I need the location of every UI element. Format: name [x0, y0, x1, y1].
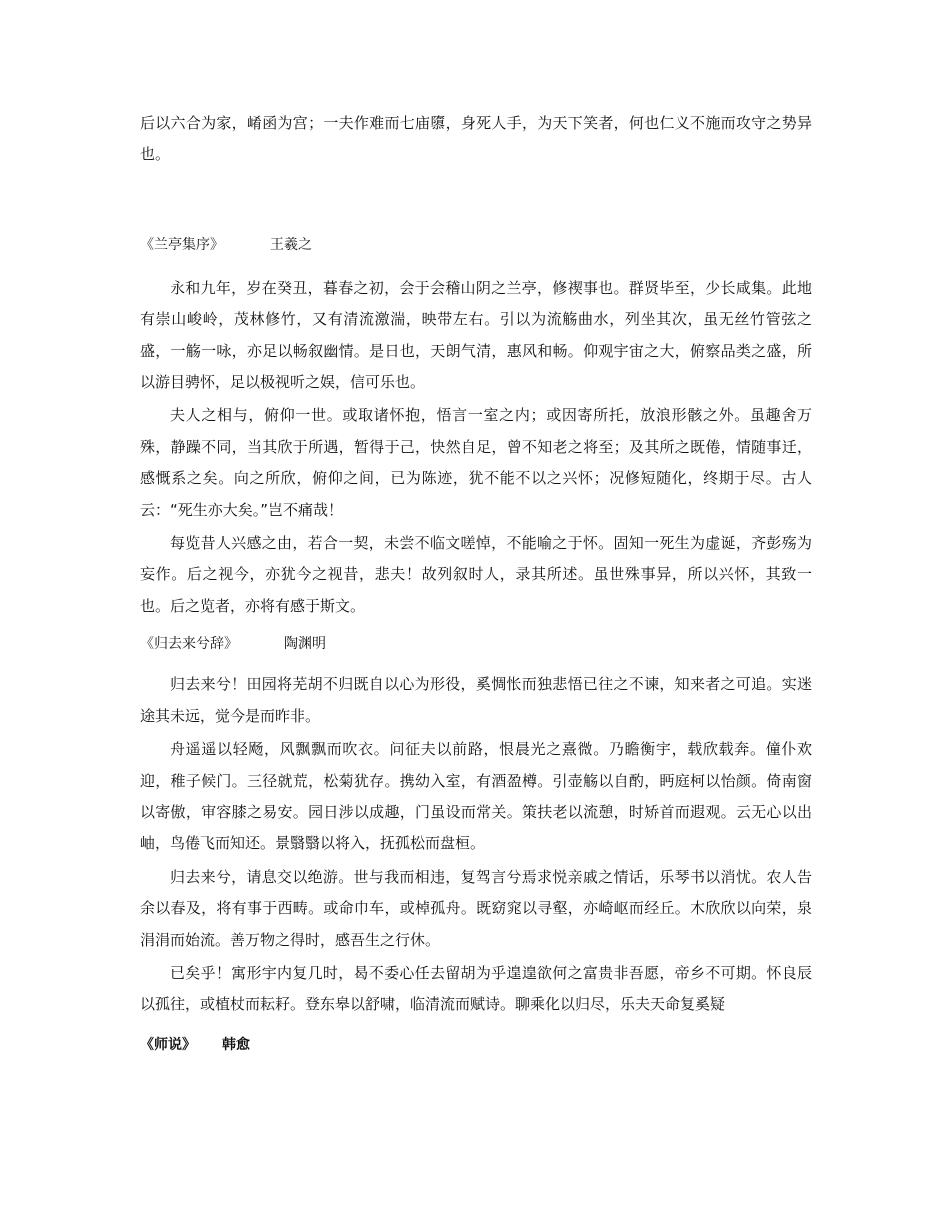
- lanting-author: 王羲之: [270, 236, 312, 253]
- lanting-paragraph-1: 永和九年，岁在癸丑，暮春之初，会于会稽山阴之兰亭，修禊事也。群贤毕至，少长咸集。此地有崇山峻岭，茂林修竹，又有清流激湍，映带左右。引以为流觞曲水，列坐其次，虽无丝竹管弦之盛，一觞一咏，亦足以畅叙幽情。是日也，天朗气清，惠风和畅。仰观宇宙之大，俯察品类之盛，所以游目骋怀，足以极视听之娱，信可乐也。: [140, 278, 812, 392]
- guiqulai-paragraph-1: 归去来兮！田园将芜胡不归既自以心为形役，奚惆怅而独悲悟已往之不谏，知来者之可追。实迷途其未远，觉今是而昨非。: [140, 675, 812, 725]
- opening-paragraph: 后以六合为家，崤函为宫；一夫作难而七庙隳，身死人手，为天下笑者，何也仁义不施而攻守之势异也。: [140, 114, 812, 164]
- lanting-paragraph-3: 每览昔人兴感之由，若合一契，未尝不临文嗟悼，不能喻之于怀。固知一死生为虚诞，齐彭殇为妄作。后之视今，亦犹今之视昔，悲夫！故列叙时人，录其所述。虽世殊事异，所以兴怀，其致一也。后之览者，亦将有感于斯文。: [140, 534, 812, 615]
- guiqulai-author: 陶渊明: [284, 636, 326, 653]
- shishuo-heading: [140, 1033, 812, 1057]
- guiqulai-heading: [140, 632, 812, 656]
- guiqulai-title: 《归去来兮辞》: [140, 636, 238, 653]
- shishuo-author: 韩愈: [222, 1036, 250, 1053]
- lanting-paragraph-2: 夫人之相与，俯仰一世。或取诸怀抱，悟言一室之内；或因寄所托，放浪形骸之外。虽趣舍万殊，静躁不同，当其欣于所遇，暂得于己，快然自足，曾不知老之将至；及其所之既倦，情随事迁，感慨系之矣。向之所欣，俯仰之间，已为陈迹，犹不能不以之兴怀；况修短随化，终期于尽。古人云：“死生亦大矣。”岂不痛哉！: [140, 406, 812, 519]
- document-body: [140, 108, 812, 1057]
- guiqulai-paragraph-2: 舟遥遥以轻飏，风飘飘而吹衣。问征夫以前路，恨晨光之熹微。乃瞻衡宇，载欣载奔。僮仆欢迎，稚子候门。三径就荒，松菊犹存。携幼入室，有酒盈樽。引壶觞以自酌，眄庭柯以怡颜。倚南窗以寄傲，审容膝之易安。园日涉以成趣，门虽设而常关。策扶老以流憩，时矫首而遐观。云无心以出岫，鸟倦飞而知还。景翳翳以将入，抚孤松而盘桓。: [140, 740, 812, 853]
- lanting-title: 《兰亭集序》: [140, 236, 224, 253]
- lanting-heading: [140, 233, 812, 257]
- guiqulai-paragraph-4: 已矣乎！寓形宇内复几时，曷不委心任去留胡为乎遑遑欲何之富贵非吾愿，帝乡不可期。怀良辰以孤往，或植杖而耘耔。登东皋以舒啸，临清流而赋诗。聊乘化以归尽，乐夫天命复奚疑: [140, 963, 812, 1014]
- guiqulai-paragraph-3: 归去来兮，请息交以绝游。世与我而相违，复驾言兮焉求悦亲戚之情话，乐琴书以消忧。农人告余以春及，将有事于西畴。或命巾车，或棹孤舟。既窈窕以寻壑，亦崎岖而经丘。木欣欣以向荣，泉涓涓而始流。善万物之得时，感吾生之行休。: [140, 867, 812, 949]
- shishuo-title: 《师说》: [140, 1036, 196, 1053]
